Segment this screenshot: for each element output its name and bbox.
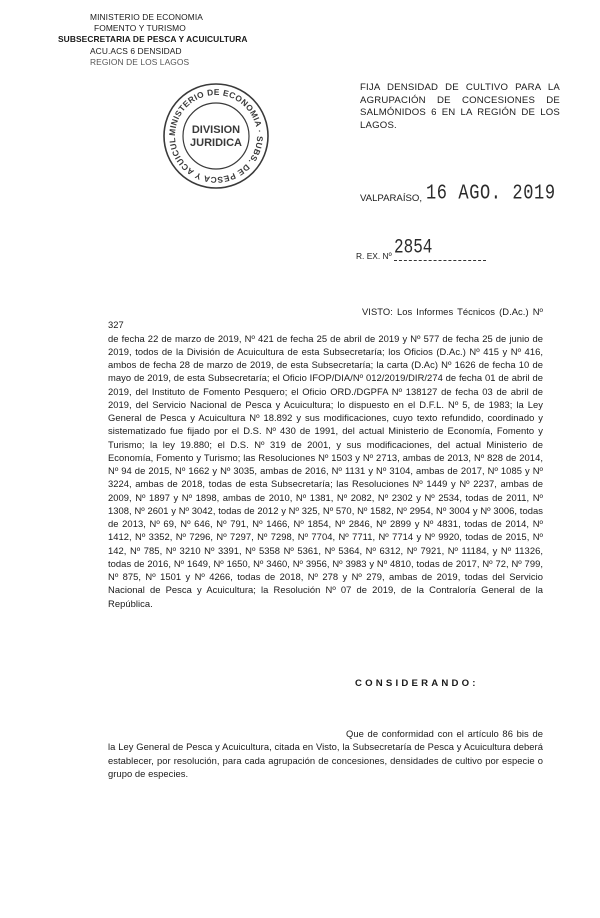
header-reference: ACU.ACS 6 DENSIDAD [90, 45, 182, 56]
header-region: REGION DE LOS LAGOS [90, 56, 190, 67]
rex-label: R. EX. Nº [356, 251, 392, 261]
place: VALPARAÍSO, [360, 193, 423, 204]
stamp-center-line2: JURIDICA [190, 137, 242, 149]
rex-number: 2854 [394, 236, 433, 259]
stamp-center-line1: DIVISION [191, 124, 241, 136]
ministry-header [58, 12, 258, 68]
considerando-heading: CONSIDERANDO: [355, 678, 479, 689]
stamp-ring-text: MINISTERIO DE ECONOMIA · SUBS. DE PESCA Y ACUICUL [166, 86, 266, 186]
resolution-title: FIJA DENSIDAD DE CULTIVO PARA LA AGRUPACIÓN DE CONCESIONES DE SALMÓNIDOS 6 EN LA REGIÓN DE LOS LAGOS. [360, 82, 560, 131]
place-and-date [360, 182, 580, 208]
header-ministry-sub: FOMENTO Y TURISMO [94, 23, 186, 34]
stamp-graphic [160, 80, 272, 192]
header-ministry: MINISTERIO DE ECONOMIA [90, 12, 203, 22]
header-subsecretaria: SUBSECRETARIA DE PESCA Y ACUICULTURA [58, 34, 248, 45]
visto-section [108, 305, 543, 610]
considerando-paragraph [108, 727, 543, 780]
considerando-text: Que de conformidad con el artículo 86 bis de la Ley General de Pesca y Acuicultura, citada en Visto, la Subsecretaría de Pesca y Acuicultura deberá establecer, por resolución, para cada agrupación de concesiones, densidades de cultivo por especie o grupo de especies. [108, 728, 543, 779]
resolution-number [356, 236, 536, 264]
date-stamp: 16 AGO. 2019 [426, 182, 556, 206]
rex-underline [394, 260, 486, 261]
visto-body: de fecha 22 de marzo de 2019, Nº 421 de fecha 25 de abril de 2019 y Nº 577 de fecha 25 de junio de 2019, todos de la División de Acuicultura de esta Subsecretaría; los Oficios (D.Ac.) Nº 415 y Nº 416, ambos de fecha 28 de marzo de 2019, de esta Subsecretaría; la carta (D.Ac) Nº 1626 de fecha 10 de mayo de 2019, de esta Subsecretaría; el Oficio IFOP/DIA/Nº 012/2019/DIR/274 de fecha 01 de abril de 2019, del Instituto de Fomento Pesquero; el Oficio ORD./DGPFA Nº 138127 de fecha 03 de abril de 2019, del Servicio Nacional de Pesca y Acuicultura; lo dispuesto en el D.F.L. Nº 5, de 1983; la Ley General de Pesca y Acuicultura Nº 18.892 y sus modificaciones, cuyo texto refundido, coordinado y sistematizado fue fijado por el D.S. Nº 430 de 1991, del actual Ministerio de Economía, Fomento y Turismo; la ley 19.880; el D.S. Nº 319 de 2001, y sus modificaciones, del actual Ministerio de Economía, Fomento y Turismo; las Resoluciones Nº 1503 y Nº 2713, ambas de 2013, Nº 828 de 2014, Nº 94 de 2015, Nº 1662 y Nº 3035, ambas de 2016, Nº 1131 y Nº 3104, ambas de 2017, Nº 1085 y Nº 3224, ambas de 2018, todas de esta Subsecretaría; las Resoluciones Nº 1449 y Nº 2237, ambas de 2009, Nº 1897 y Nº 1898, ambas de 2010, Nº 1381, Nº 2082, Nº 2302 y Nº 2534, todas de 2011, Nº 1308, Nº 2601 y Nº 3042, todas de 2012 y Nº 325, Nº 570, Nº 1582, Nº 2954, Nº 3004 y Nº 3006, todas de 2013, Nº 69, Nº 646, Nº 791, Nº 1466, Nº 1854, Nº 2846, Nº 2899 y Nº 4831, todas de 2014, Nº 1412, Nº 3352, Nº 7296, Nº 7297, Nº 7298, Nº 7704, Nº 7711, Nº 7714 y Nº 9920, todas de 2015, Nº 142, Nº 785, Nº 3210 Nº 3391, Nº 5358 Nº 5361, Nº 5364, Nº 6312, Nº 7921, Nº 11184, y Nº 11326, todas de 2016, Nº 1649, Nº 1650, Nº 3460, Nº 3956, Nº 3983 y Nº 4810, todas de 2017, Nº 72, Nº 799, Nº 875, Nº 1501 y Nº 4266, todas de 2018, Nº 278 y Nº 279, ambas de 2019, todas del Servicio Nacional de Pesca y Acuicultura; la Resolución Nº 07 de 2019, de la Contraloría General de la República. [108, 332, 543, 609]
visto-first-line: VISTO: Los Informes Técnicos (D.Ac.) Nº 327 [108, 306, 543, 331]
division-juridica-stamp [160, 80, 272, 192]
